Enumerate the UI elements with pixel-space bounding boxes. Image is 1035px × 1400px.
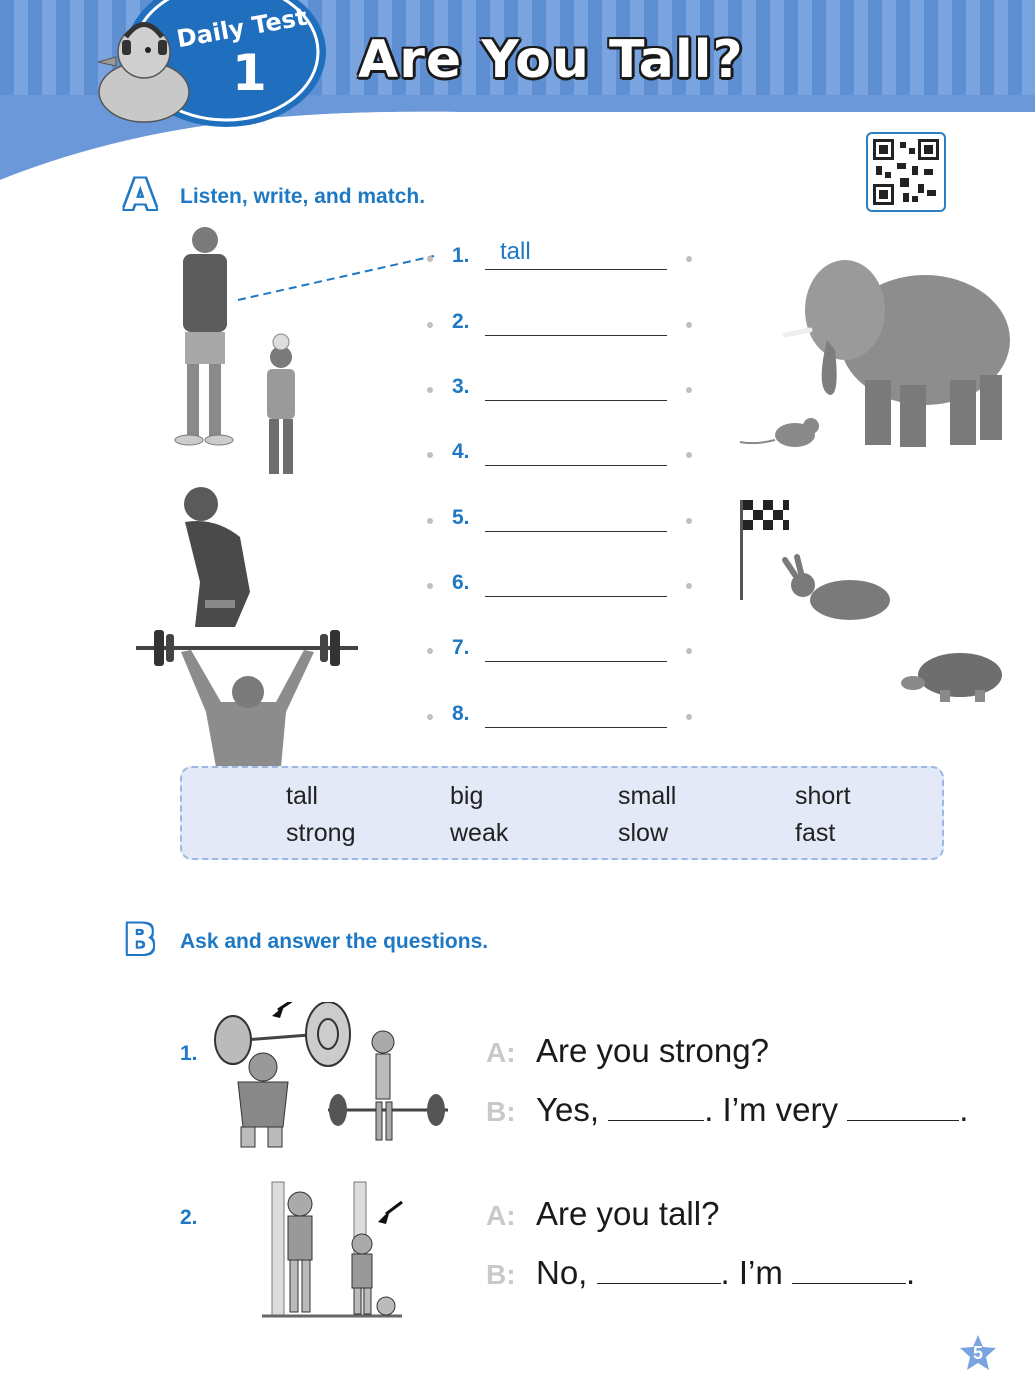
answer-blank[interactable] (485, 661, 667, 662)
list-item (420, 238, 710, 272)
word-bank-item: small (618, 782, 677, 810)
answer-text: . (959, 1091, 969, 1128)
item-number: 4. (452, 440, 470, 463)
page-number: 5 (972, 1343, 983, 1363)
answer-text: No, (536, 1254, 588, 1291)
answer-blank[interactable] (597, 1253, 721, 1284)
page-title: Are You Tall? (358, 30, 744, 90)
speaker-label: B: (486, 1096, 516, 1127)
item-number: 7. (452, 636, 470, 659)
section-b-instruction: Ask and answer the questions. (180, 930, 489, 953)
answer-blank[interactable] (485, 400, 667, 401)
match-dot-right[interactable] (686, 714, 692, 720)
answer-text: . (906, 1254, 916, 1291)
speaker-label: B: (486, 1259, 516, 1290)
answer-blank[interactable] (792, 1253, 906, 1284)
item-number: 3. (452, 375, 470, 398)
word-bank (180, 766, 944, 860)
item-number: 2. (452, 310, 470, 333)
arrow-icon (378, 1202, 402, 1224)
badge-label: Daily Test (174, 2, 310, 54)
qr-code-icon[interactable] (866, 132, 946, 212)
answer-blank[interactable] (485, 596, 667, 597)
item-number: 6. (452, 571, 470, 594)
list-item (420, 634, 710, 664)
word-bank-item: strong (286, 819, 356, 847)
speaker-label: A: (486, 1200, 516, 1231)
section-a-letter: A (124, 170, 157, 219)
dialogue-line (486, 1195, 719, 1233)
answer-blank[interactable] (485, 531, 667, 532)
elephant-and-mouse-image (735, 230, 1015, 460)
arrow-icon (272, 1002, 296, 1018)
question-text: Are you strong? (536, 1032, 769, 1069)
flag-rabbit-turtle-image (735, 495, 1015, 710)
list-item (420, 373, 710, 403)
answer-blank[interactable] (847, 1090, 959, 1121)
word-bank-item: tall (286, 782, 318, 810)
strong-man-image (136, 622, 361, 767)
section-b-letter: B (124, 915, 157, 964)
dashed-match-line (236, 250, 436, 305)
answer-text: . I’m (720, 1254, 783, 1291)
match-dot-left[interactable] (427, 387, 433, 393)
weak-man-image (175, 482, 260, 632)
item-number: 5. (452, 506, 470, 529)
question-number: 2. (180, 1206, 198, 1229)
match-dot-left[interactable] (427, 256, 433, 262)
match-dot-right[interactable] (686, 452, 692, 458)
list-item (420, 700, 710, 730)
match-dot-left[interactable] (427, 322, 433, 328)
match-dot-left[interactable] (427, 452, 433, 458)
match-dot-right[interactable] (686, 583, 692, 589)
answer-text: . I’m very (704, 1091, 839, 1128)
tall-short-boys-cartoon-image (262, 1178, 412, 1320)
answer-blank[interactable] (485, 465, 667, 466)
match-dot-left[interactable] (427, 518, 433, 524)
dialogue-line (486, 1253, 915, 1292)
word-bank-item: short (795, 782, 851, 810)
match-dot-right[interactable] (686, 648, 692, 654)
answer-blank[interactable] (608, 1090, 704, 1121)
answer-blank[interactable] (485, 335, 667, 336)
match-dot-right[interactable] (686, 518, 692, 524)
word-bank-item: weak (450, 819, 509, 847)
answer-blank[interactable] (485, 727, 667, 728)
word-bank-item: fast (795, 819, 836, 847)
list-item (420, 438, 710, 468)
match-dot-left[interactable] (427, 714, 433, 720)
list-item (420, 308, 710, 338)
question-text: Are you tall? (536, 1195, 720, 1232)
match-dot-right[interactable] (686, 322, 692, 328)
match-dot-left[interactable] (427, 583, 433, 589)
match-dot-right[interactable] (686, 387, 692, 393)
answer-blank[interactable] (485, 269, 667, 270)
word-bank-item: slow (618, 819, 669, 847)
match-dot-right[interactable] (686, 256, 692, 262)
badge-number: 1 (232, 44, 267, 102)
item-number: 8. (452, 702, 470, 725)
weightlifters-cartoon-image (208, 1002, 458, 1152)
section-a-instruction: Listen, write, and match. (180, 185, 426, 208)
answer-text: tall (500, 238, 531, 265)
word-bank-item: big (450, 782, 484, 810)
list-item (420, 569, 710, 599)
question-number: 1. (180, 1042, 198, 1065)
dialogue-line (486, 1090, 968, 1129)
dialogue-line (486, 1032, 769, 1070)
answer-text: Yes, (536, 1091, 600, 1128)
speaker-label: A: (486, 1037, 516, 1068)
list-item (420, 504, 710, 534)
match-dot-left[interactable] (427, 648, 433, 654)
item-number: 1. (452, 244, 470, 267)
